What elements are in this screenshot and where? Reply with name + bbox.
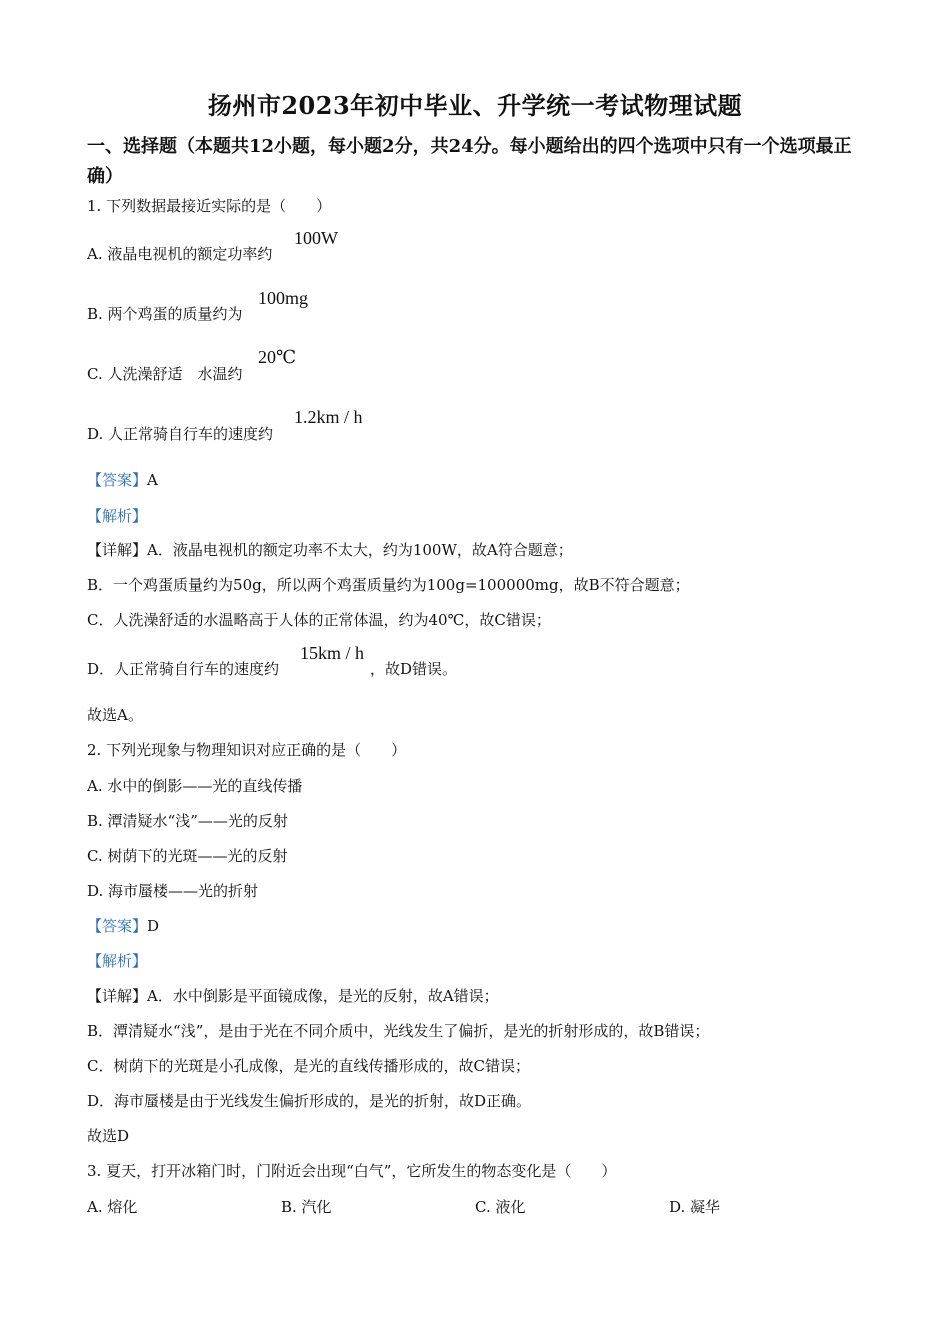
- q2-analysis-tag: 【解析】: [87, 952, 148, 970]
- q2-answer: D: [147, 917, 160, 935]
- q1-analysis-tag: 【解析】: [87, 507, 148, 525]
- q1-answer: A: [147, 471, 158, 489]
- q1-option-a: A. 液晶电视机的额定功率约: [87, 245, 273, 263]
- q1-stem: 1. 下列数据最接近实际的是（ ）: [87, 197, 332, 215]
- q2-conclusion: 故选D: [87, 1127, 130, 1145]
- q1-detail-d: D．人正常骑自行车的速度约: [87, 660, 280, 678]
- q1-detail-a: 【详解】A．液晶电视机的额定功率不太大，约为100W，故A符合题意；: [87, 541, 573, 559]
- q2-option-c: C. 树荫下的光斑——光的反射: [87, 847, 288, 865]
- q3-option-b: B. 汽化: [281, 1198, 332, 1216]
- detail-tag: 【详解】: [87, 987, 148, 1005]
- q2-detail-d: D．海市蜃楼是由于光线发生偏折形成的，是光的折射，故D正确。: [87, 1092, 532, 1110]
- q1-option-d-formula: 1.2km / h: [294, 407, 363, 427]
- q2-detail-c: C．树荫下的光斑是小孔成像，是光的直线传播形成的，故C错误；: [87, 1057, 530, 1075]
- q2-stem: 2. 下列光现象与物理知识对应正确的是（ ）: [87, 741, 407, 759]
- detail-tag: 【详解】: [87, 541, 148, 559]
- q3-stem: 3. 夏天，打开冰箱门时，门附近会出现“白气”，它所发生的物态变化是（ ）: [87, 1162, 617, 1180]
- q3-option-c: C. 液化: [475, 1198, 526, 1216]
- q2-option-b: B. 潭清疑水“浅”——光的反射: [87, 812, 288, 830]
- page-title: 扬州市2023年初中毕业、升学统一考试物理试题: [207, 91, 743, 120]
- q1-answer-line: [87, 470, 158, 490]
- q1-detail-d-suffix: ，故D错误。: [370, 660, 458, 678]
- q1-option-d: D. 人正常骑自行车的速度约: [87, 425, 274, 443]
- q1-option-a-formula: 100W: [294, 228, 338, 248]
- q2-option-d: D. 海市蜃楼——光的折射: [87, 882, 259, 900]
- q3-option-d: D. 凝华: [669, 1198, 721, 1216]
- q1-detail-b: B．一个鸡蛋质量约为50g，所以两个鸡蛋质量约为100g=100000mg，故B不符合题意；: [87, 576, 690, 594]
- q2-detail-a: 【详解】A．水中倒影是平面镜成像，是光的反射，故A错误；: [87, 987, 499, 1005]
- q1-conclusion: 故选A。: [87, 706, 143, 724]
- q1-option-c-formula: 20℃: [258, 347, 297, 367]
- q1-detail-c: C．人洗澡舒适的水温略高于人体的正常体温，约为40℃，故C错误；: [87, 611, 551, 629]
- q1-option-b: B. 两个鸡蛋的质量约为: [87, 305, 243, 323]
- section-heading: 一、选择题（本题共12小题，每小题2分，共24分。每小题给出的四个选项中只有一个选项最正确）: [87, 136, 852, 187]
- q2-option-a: A. 水中的倒影——光的直线传播: [87, 777, 303, 795]
- q2-answer-line: [87, 916, 159, 936]
- q1-option-c: C. 人洗澡舒适 水温约: [87, 365, 243, 383]
- answer-tag: 【答案】: [87, 917, 148, 935]
- answer-tag: 【答案】: [87, 471, 148, 489]
- q1-option-b-formula: 100mg: [258, 288, 309, 308]
- q3-option-a: A. 熔化: [87, 1198, 138, 1216]
- q1-detail-d-formula: 15km / h: [300, 643, 365, 663]
- q2-detail-b: B．潭清疑水“浅”，是由于光在不同介质中，光线发生了偏折，是光的折射形成的，故B错误；: [87, 1022, 710, 1040]
